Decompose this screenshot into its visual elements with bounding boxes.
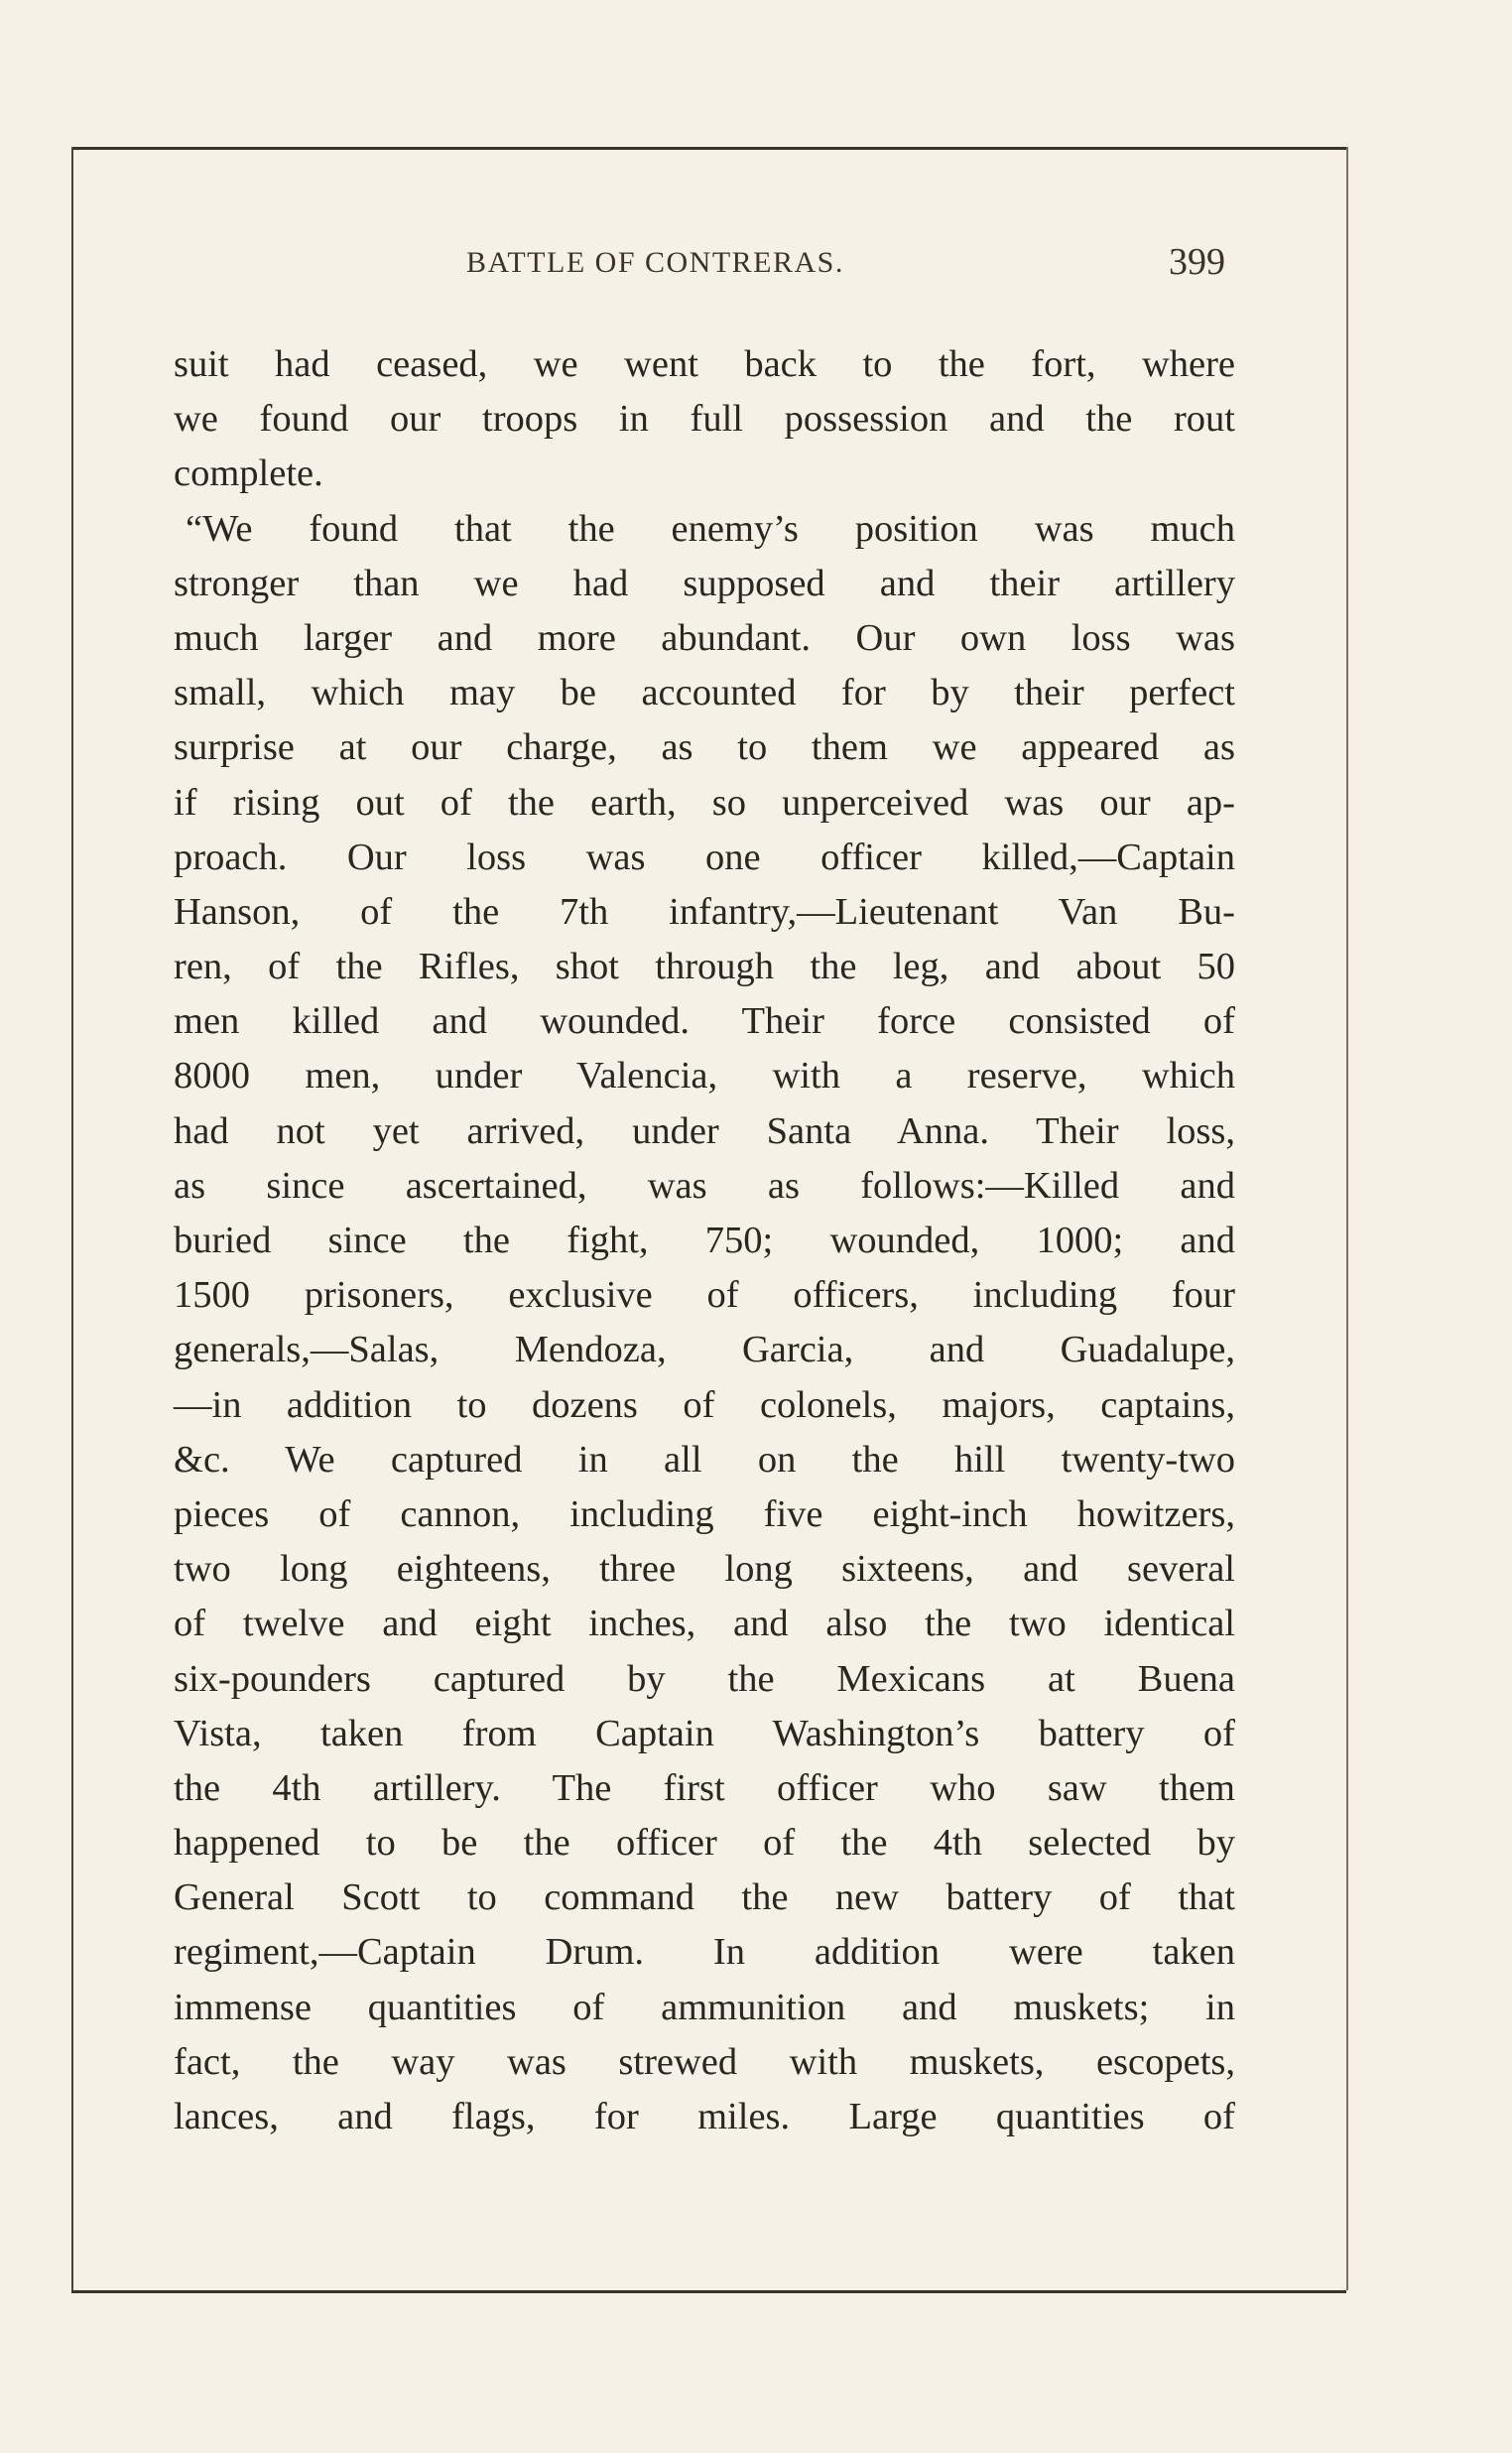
text-line-32: fact, the way was strewed with muskets, escopets, [174,2040,1235,2083]
text-line-27: the 4th artillery. The first officer who saw them [174,1766,1235,1809]
text-line-3: complete. [174,452,323,495]
text-line-18: 1500 prisoners, exclusive of officers, including four [174,1274,1235,1317]
text-line-26: Vista, taken from Captain Washington’s battery of [174,1712,1235,1754]
text-line-21: &c. We captured in all on the hill twenty-two [174,1438,1235,1481]
text-line-13: men killed and wounded. Their force consisted of [174,1000,1235,1043]
text-line-6: much larger and more abundant. Our own loss was [174,616,1235,659]
text-line-25: six-pounders captured by the Mexicans at Buena [174,1657,1235,1700]
page-frame-bottom-rule [71,2290,1346,2293]
page-frame-left-rule [71,147,73,2290]
text-line-33: lances, and flags, for miles. Large quantities of [174,2096,1235,2137]
text-line-14: 8000 men, under Valencia, with a reserve, which [174,1055,1235,1097]
page-number: 399 [1169,241,1225,283]
text-line-28: happened to be the officer of the 4th selected by [174,1822,1235,1865]
text-line-17: buried since the fight, 750; wounded, 1000; and [174,1220,1235,1261]
text-line-29: General Scott to command the new battery of that [174,1876,1235,1919]
text-line-2: we found our troops in full possession and the rout [174,398,1235,441]
text-line-7: small, which may be accounted for by their perfect [174,672,1235,714]
text-line-24: of twelve and eight inches, and also the two identical [174,1603,1235,1645]
text-line-4: “We found that the enemy’s position was much [186,507,1235,550]
body-text [174,337,1235,2144]
text-line-12: ren, of the Rifles, shot through the leg, and about 50 [174,946,1235,988]
text-line-10: proach. Our loss was one officer killed,—Captain [174,836,1235,878]
text-line-23: two long eighteens, three long sixteens, and several [174,1548,1235,1591]
page-frame-top-rule [71,147,1346,150]
text-line-11: Hanson, of the 7th infantry,—Lieutenant Van Bu- [174,890,1235,933]
text-line-30: regiment,—Captain Drum. In addition were taken [174,1931,1235,1974]
page-frame-right-rule [1346,147,1348,2290]
text-line-19: generals,—Salas, Mendoza, Garcia, and Guadalupe, [174,1329,1235,1371]
text-line-16: as since ascertained, was as follows:—Killed and [174,1164,1235,1207]
text-line-1: suit had ceased, we went back to the fort, where [174,343,1235,385]
text-line-20: —in addition to dozens of colonels, majors, captains, [174,1383,1235,1426]
text-line-15: had not yet arrived, under Santa Anna. Their loss, [174,1109,1235,1152]
text-line-31: immense quantities of ammunition and muskets; in [174,1986,1235,2028]
text-line-9: if rising out of the earth, so unperceived was our ap- [174,781,1235,824]
text-line-8: surprise at our charge, as to them we appeared as [174,726,1235,769]
text-line-5: stronger than we had supposed and their artillery [174,562,1235,604]
running-title: BATTLE OF CONTRERAS. [466,246,844,279]
text-line-22: pieces of cannon, including five eight-inch howitzers, [174,1492,1235,1535]
page-header [174,241,1225,296]
